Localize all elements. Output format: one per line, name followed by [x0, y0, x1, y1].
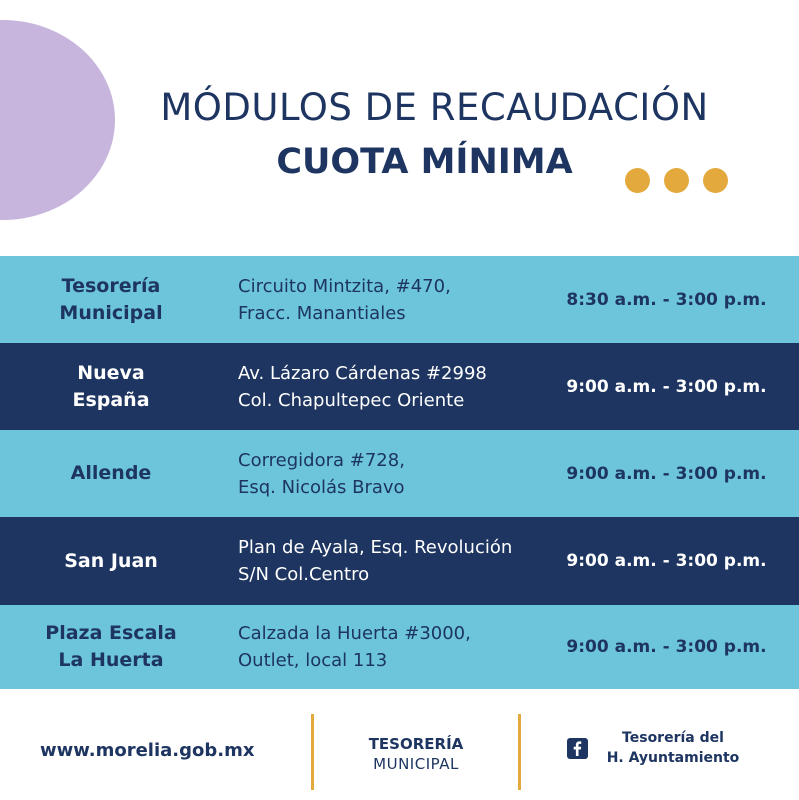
- module-hours: 9:00 a.m. - 3:00 p.m.: [566, 551, 767, 571]
- module-address: Plan de Ayala, Esq. Revolución S/N Col.Centro: [238, 537, 513, 585]
- website-link[interactable]: www.morelia.gob.mx: [40, 740, 255, 761]
- module-row-san-juan: [0, 517, 799, 605]
- modules-table: [0, 256, 799, 689]
- module-hours: 9:00 a.m. - 3:00 p.m.: [566, 376, 767, 397]
- module-name: San Juan: [64, 549, 158, 572]
- module-name: Allende: [70, 462, 152, 484]
- module-name: Nueva España: [72, 361, 150, 411]
- page-title: MÓDULOS DE RECAUDACIÓN: [160, 86, 709, 129]
- module-address: Calzada la Huerta #3000, Outlet, local 113: [238, 623, 471, 671]
- module-row-plaza-escala: [0, 605, 799, 689]
- decorative-dots: [625, 168, 728, 193]
- dot: [703, 168, 728, 193]
- module-hours: 8:30 a.m. - 3:00 p.m.: [566, 289, 767, 310]
- module-hours: 9:00 a.m. - 3:00 p.m.: [566, 637, 767, 657]
- module-name: Plaza Escala La Huerta: [45, 622, 177, 671]
- page-subtitle: CUOTA MÍNIMA: [276, 142, 573, 182]
- facebook-page-name[interactable]: Tesorería del H. Ayuntamiento: [606, 730, 740, 766]
- module-address: Circuito Mintzita, #470, Fracc. Manantiales: [238, 275, 451, 324]
- dot: [664, 168, 689, 193]
- module-address: Av. Lázaro Cárdenas #2998 Col. Chapultepec Oriente: [238, 362, 487, 411]
- department-logo-text: [340, 734, 492, 774]
- footer: [0, 700, 799, 800]
- module-row-allende: [0, 430, 799, 517]
- dot: [625, 168, 650, 193]
- divider: [518, 714, 521, 790]
- facebook-icon: [567, 738, 588, 759]
- department-name-bottom: MUNICIPAL: [373, 755, 459, 773]
- module-hours: 9:00 a.m. - 3:00 p.m.: [566, 463, 767, 484]
- divider: [311, 714, 314, 790]
- module-row-tesoreria: [0, 256, 799, 343]
- module-address: Corregidora #728, Esq. Nicolás Bravo: [238, 449, 405, 498]
- header: [0, 0, 799, 240]
- module-name: Tesorería Municipal: [59, 274, 163, 324]
- department-name-top: TESORERÍA: [368, 735, 464, 753]
- module-row-nueva-espana: [0, 343, 799, 430]
